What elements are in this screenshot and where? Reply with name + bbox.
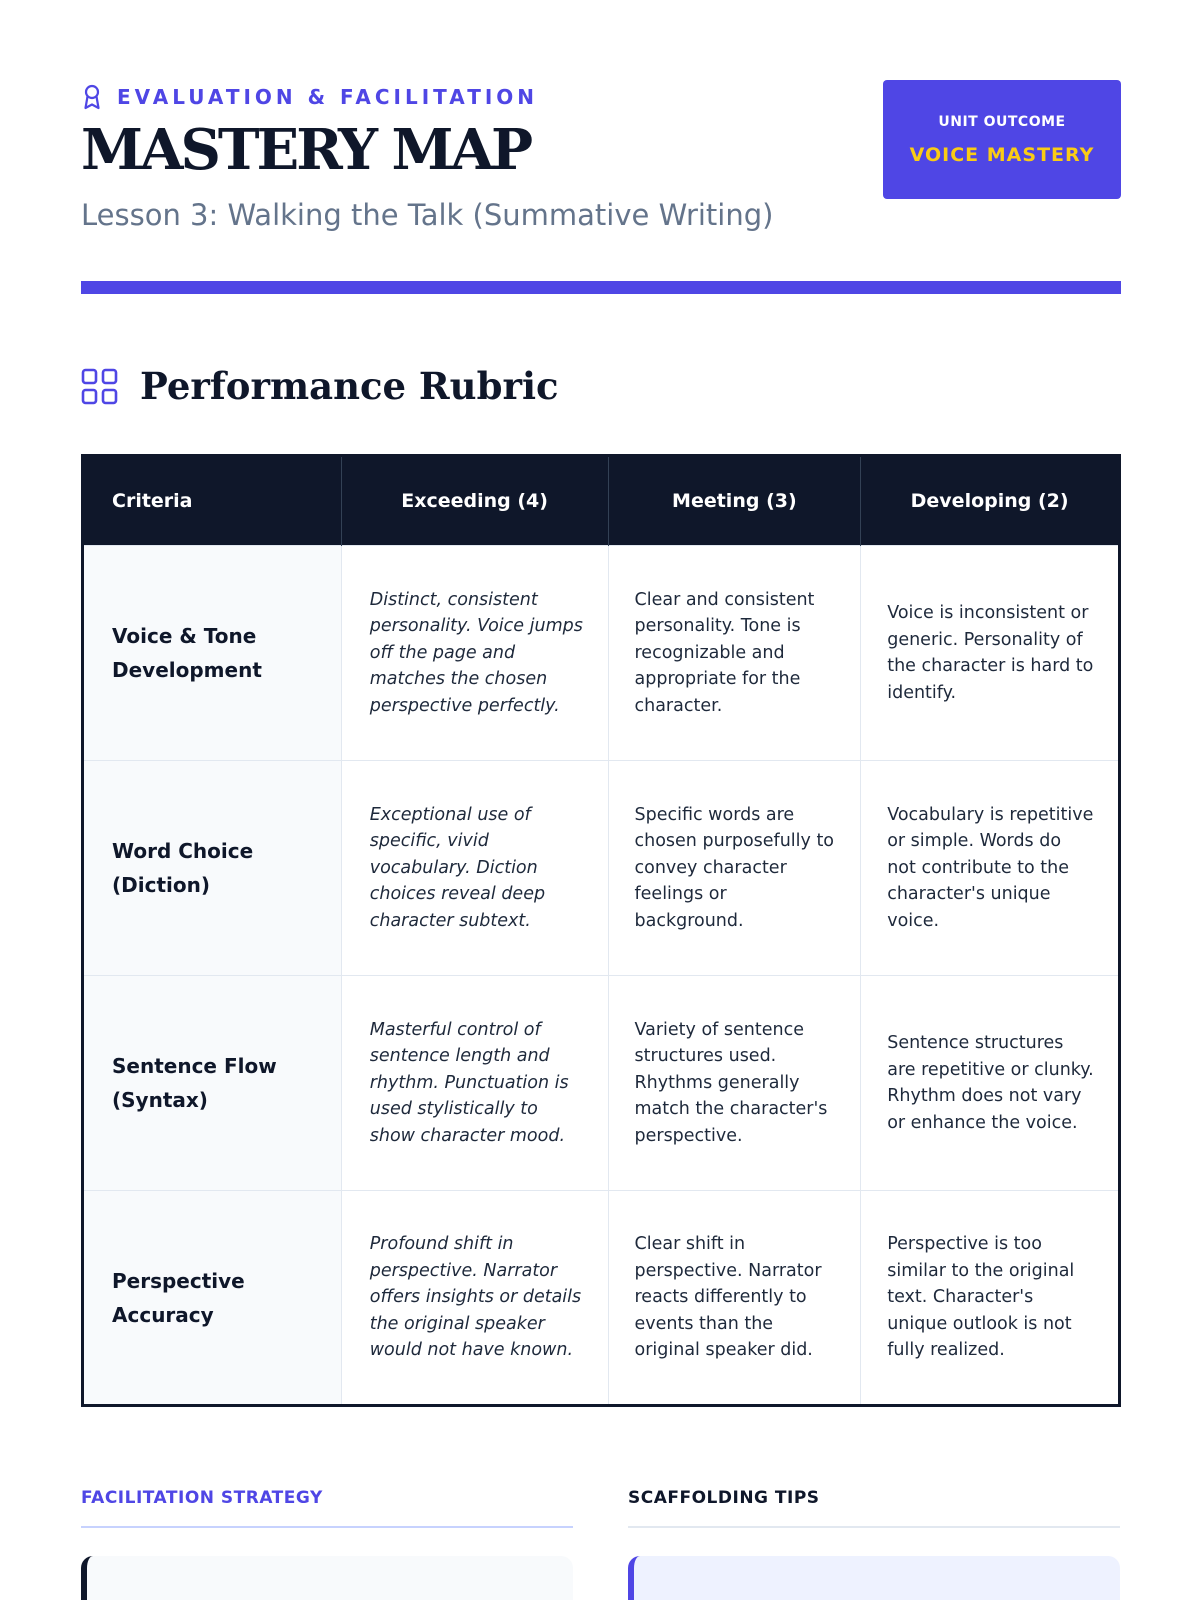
facilitation-strategy-label: FACILITATION STRATEGY xyxy=(81,1488,573,1528)
developing-cell: Voice is inconsistent or generic. Personality of the character is hard to identify. xyxy=(861,546,1120,761)
facilitation-strategy-section xyxy=(81,1488,573,1600)
developing-cell: Sentence structures are repetitive or clunky. Rhythm does not vary or enhance the voice. xyxy=(861,976,1120,1191)
meeting-cell: Specific words are chosen purposefully to convey character feelings or background. xyxy=(608,761,861,976)
table-row xyxy=(83,761,1120,976)
grid-icon xyxy=(81,368,118,405)
unit-outcome-value: VOICE MASTERY xyxy=(909,143,1095,166)
developing-cell: Vocabulary is repetitive or simple. Words do not contribute to the character's unique voice. xyxy=(861,761,1120,976)
exceeding-cell: Distinct, consistent personality. Voice jumps off the page and matches the chosen perspective perfectly. xyxy=(341,546,608,761)
criteria-cell: Word Choice (Diction) xyxy=(83,761,342,976)
table-row xyxy=(83,976,1120,1191)
unit-outcome-label: UNIT OUTCOME xyxy=(938,113,1066,130)
column-header-exceeding: Exceeding (4) xyxy=(341,456,608,546)
page-title: MASTERY MAP xyxy=(81,117,531,183)
meeting-cell: Clear and consistent personality. Tone is recognizable and appropriate for the character. xyxy=(608,546,861,761)
unit-outcome-card xyxy=(883,80,1121,199)
exceeding-cell: Profound shift in perspective. Narrator offers insights or details the original speaker would not have known. xyxy=(341,1191,608,1406)
column-header-developing: Developing (2) xyxy=(861,456,1120,546)
performance-rubric-table xyxy=(81,454,1121,1407)
rubric-section-title: Performance Rubric xyxy=(140,364,559,408)
column-header-criteria: Criteria xyxy=(83,456,342,546)
criteria-cell: Voice & Tone Development xyxy=(83,546,342,761)
header-divider xyxy=(81,281,1121,294)
meeting-cell: Clear shift in perspective. Narrator reacts differently to events than the original speaker did. xyxy=(608,1191,861,1406)
award-ribbon-icon xyxy=(81,84,103,110)
page-header xyxy=(81,80,1121,294)
criteria-cell: Sentence Flow (Syntax) xyxy=(83,976,342,1191)
meeting-cell: Variety of sentence structures used. Rhythms generally match the character's perspective. xyxy=(608,976,861,1191)
developing-cell: Perspective is too similar to the original text. Character's unique outlook is not fully realized. xyxy=(861,1191,1120,1406)
eyebrow-text: EVALUATION & FACILITATION xyxy=(117,85,539,109)
facilitation-strategy-card xyxy=(81,1556,573,1600)
rubric-section-header xyxy=(81,364,559,408)
scaffolding-tips-section xyxy=(628,1488,1120,1600)
scaffolding-tips-label: SCAFFOLDING TIPS xyxy=(628,1488,1120,1528)
exceeding-cell: Masterful control of sentence length and rhythm. Punctuation is used stylistically to show character mood. xyxy=(341,976,608,1191)
exceeding-cell: Exceptional use of specific, vivid vocabulary. Diction choices reveal deep character subtext. xyxy=(341,761,608,976)
table-row xyxy=(83,1191,1120,1406)
eyebrow xyxy=(81,84,538,110)
rubric-header-row xyxy=(83,456,1120,546)
column-header-meeting: Meeting (3) xyxy=(608,456,861,546)
criteria-cell: Perspective Accuracy xyxy=(83,1191,342,1406)
table-row xyxy=(83,546,1120,761)
scaffolding-tips-card xyxy=(628,1556,1120,1600)
page-subtitle: Lesson 3: Walking the Talk (Summative Writing) xyxy=(81,198,774,232)
